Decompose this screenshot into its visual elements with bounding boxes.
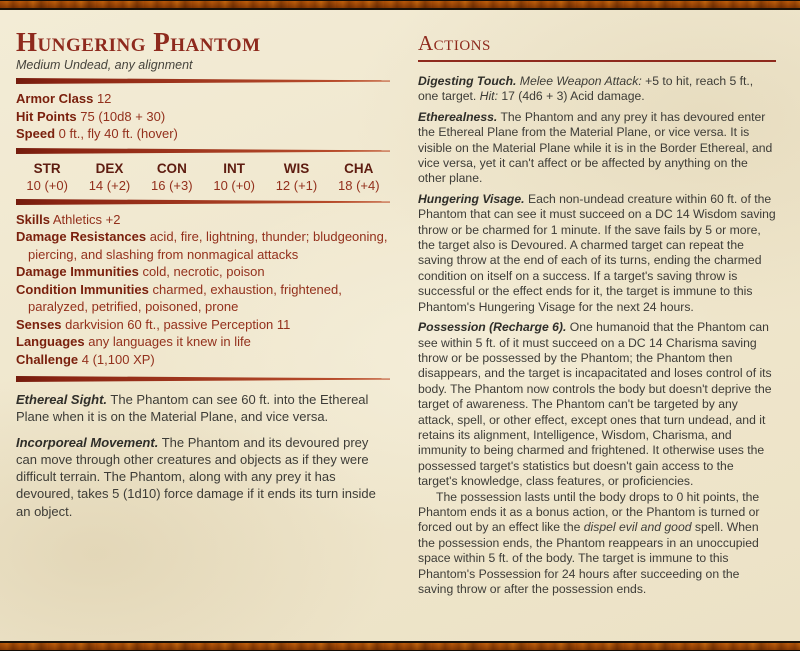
- ability-dex-score: 14 (+2): [88, 177, 131, 193]
- tapered-divider: [16, 78, 390, 84]
- ornate-border-top: [0, 0, 800, 10]
- skills-label: Skills: [16, 211, 50, 227]
- trait-ethereal-sight-text: The Phantom can see 60 ft. into the Ethereal Plane when it is on the Material Plane, and vice versa.: [16, 392, 369, 425]
- challenge-value: 4 (1,100 XP): [81, 351, 155, 367]
- speed-label: Speed: [16, 126, 56, 141]
- actions-heading: Actions: [418, 31, 491, 55]
- damage-immunities-line: [16, 263, 390, 281]
- tapered-divider: [16, 148, 390, 154]
- damage-immunities-label: Damage Immunities: [16, 264, 139, 279]
- action-hungering-visage: [418, 192, 776, 315]
- action-possession-text: One humanoid that the Phantom can see within 5 ft. of it must succeed on a DC 14 Charisma saving throw or be possessed by the Phantom; the Phantom then disappears, and the target is incapacitated and loses control of its body. The Phantom now controls the body but doesn't deprive the target of awareness. The Phantom can't be targeted by any attack, spell, or other effect, except ones that turn undead, and it retains its alignment, Intelligence, Wisdom, Charisma, and immunity to being charmed and frightened. It otherwise uses the possessed target's statistics but doesn't gain access to the target's knowledge, class features, or proficiencies.: [418, 320, 772, 489]
- ability-con: [141, 160, 203, 194]
- skills-value: Athletics +2: [52, 211, 121, 227]
- challenge-label: Challenge: [16, 351, 79, 367]
- senses-label: Senses: [16, 316, 62, 332]
- skills-line: [16, 211, 390, 229]
- hit-text: 17 (4d6 + 3) Acid damage.: [501, 89, 645, 104]
- left-column: [16, 20, 390, 641]
- ability-cha-label: CHA: [344, 160, 374, 176]
- armor-class-value: 12: [96, 91, 112, 106]
- trait-incorporeal-movement-name: Incorporeal Movement.: [16, 434, 159, 450]
- damage-resistances-label: Damage Resistances: [16, 229, 147, 244]
- ability-con-label: CON: [156, 160, 187, 176]
- trait-incorporeal-movement: [16, 434, 390, 520]
- ability-str: [16, 160, 78, 194]
- actions-column: [418, 20, 776, 641]
- possession-para2-before: The possession lasts until the body drops to 0 hit points, the Phantom ends it as a bonus action, or the Phantom is turned or forced out by an effect like the: [418, 489, 760, 535]
- properties-list: [16, 211, 390, 369]
- trait-ethereal-sight-name: Ethereal Sight.: [16, 392, 108, 407]
- attack-type-label: Melee Weapon Attack:: [519, 74, 642, 88]
- ability-int-label: INT: [223, 160, 246, 176]
- ability-scores: [16, 160, 390, 194]
- attack-text: +5 to hit, reach 5 ft., one target.: [418, 74, 754, 104]
- action-possession-paragraph-2: [418, 490, 776, 598]
- hit-points-value: 75 (10d8 + 30): [80, 108, 166, 124]
- languages-value: any languages it knew in life: [88, 334, 251, 349]
- armor-class-line: [16, 90, 390, 108]
- creature-name: Hungering Phantom: [16, 27, 261, 57]
- trait-ethereal-sight: [16, 391, 390, 426]
- ability-int-score: 10 (+0): [213, 177, 255, 193]
- action-possession-name: Possession (Recharge 6).: [418, 320, 567, 335]
- condition-immunities-line: [16, 281, 390, 316]
- speed-line: [16, 125, 390, 143]
- condition-immunities-value: charmed, exhaustion, frightened, paralyzed, petrified, poisoned, prone: [28, 281, 342, 314]
- armor-class-label: Armor Class: [16, 91, 94, 106]
- damage-resistances-line: [16, 228, 390, 263]
- languages-line: [16, 333, 390, 351]
- ability-int: [203, 160, 265, 194]
- action-etherealness-name: Etherealness.: [418, 109, 498, 124]
- ability-wis-score: 12 (+1): [275, 177, 318, 193]
- actions-rule: [418, 60, 776, 62]
- ability-cha: [328, 160, 390, 194]
- possession-para2-after: spell. When the possession ends, the Phantom reappears in an unoccupied space within 5 ft. of the body. The target is immune to this Phantom's Possession for 24 hours after succeeding on the saving throw or after the possession ends.: [418, 520, 759, 596]
- hit-label: Hit:: [479, 89, 498, 104]
- ability-wis: [265, 160, 327, 194]
- speed-value: 0 ft., fly 40 ft. (hover): [58, 126, 178, 141]
- ornate-border-bottom: [0, 641, 800, 651]
- senses-value: darkvision 60 ft., passive Perception 11: [65, 316, 291, 332]
- senses-line: [16, 316, 390, 334]
- action-hungering-visage-text: Each non-undead creature within 60 ft. of the Phantom that can see it must succeed on a DC 14 Wisdom saving throw or be charmed for 1 minute. If the save fails by 5 or more, the target also is Devoured. A charmed target can repeat the saving throw at the end of each of its turns, ending the charmed condition on itself on a success. If a target's saving throw is successful or the effect ends for it, the target is immune to this Phantom's Hungering Visage for the next 24 hours.: [418, 191, 776, 314]
- action-etherealness-text: The Phantom and any prey it has devoured enter the Ethereal Plane from the Material Plane, or vice versa. It is visible on the Material Plane while it is in the Border Ethereal, and vice versa, yet it can't affect or be affected by anything on the other plane.: [418, 109, 773, 186]
- core-stats: [16, 90, 390, 143]
- ability-dex-label: DEX: [95, 160, 124, 176]
- hit-points-label: Hit Points: [16, 108, 77, 124]
- condition-immunities-label: Condition Immunities: [16, 281, 149, 297]
- challenge-line: [16, 351, 390, 369]
- creature-subtitle: Medium Undead, any alignment: [16, 58, 193, 72]
- languages-label: Languages: [16, 334, 85, 349]
- action-digesting-touch-name: Digesting Touch.: [418, 74, 517, 88]
- stat-block-content: [0, 10, 800, 641]
- action-hungering-visage-name: Hungering Visage.: [418, 191, 525, 206]
- ability-cha-score: 18 (+4): [338, 177, 380, 193]
- trait-incorporeal-movement-text: The Phantom and its devoured prey can move through other creatures and objects as if they were difficult terrain. The Phantom, along with any prey it has devoured, takes 5 (1d10) force damage if it ends its turn inside an object.: [16, 434, 376, 519]
- damage-immunities-value: cold, necrotic, poison: [142, 264, 265, 279]
- damage-resistances-value: acid, fire, lightning, thunder; bludgeoning, piercing, and slashing from nonmagical attacks: [28, 229, 388, 262]
- action-possession: [418, 320, 776, 489]
- ability-con-score: 16 (+3): [151, 177, 193, 193]
- action-etherealness: [418, 110, 776, 187]
- traits-section: [16, 391, 390, 520]
- tapered-divider: [16, 376, 390, 382]
- ability-str-label: STR: [33, 160, 61, 176]
- ability-dex: [78, 160, 140, 194]
- ability-str-score: 10 (+0): [26, 177, 68, 193]
- spell-name: dispel evil and good: [583, 520, 692, 535]
- action-digesting-touch: [418, 74, 776, 105]
- hit-points-line: [16, 108, 390, 126]
- tapered-divider: [16, 199, 390, 205]
- ability-wis-label: WIS: [283, 160, 310, 176]
